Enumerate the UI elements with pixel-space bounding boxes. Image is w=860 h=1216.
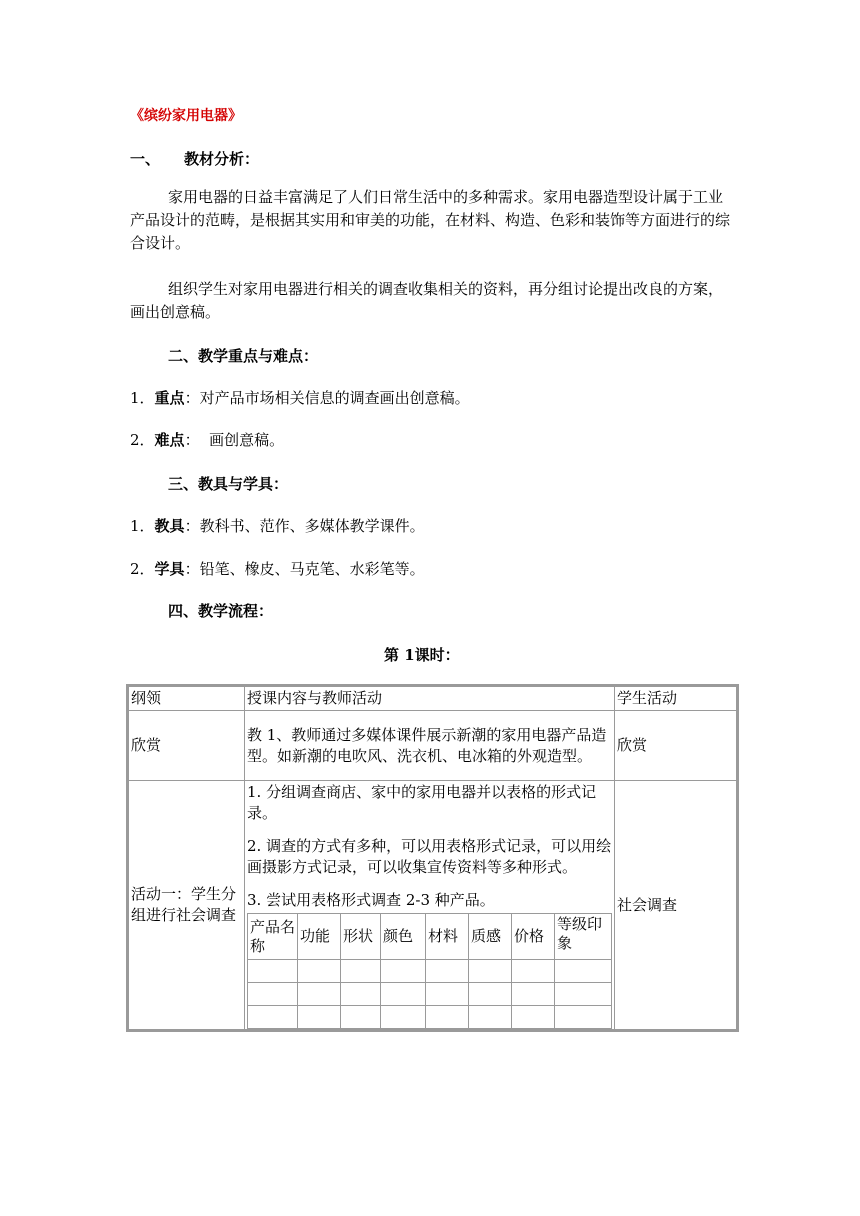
survey-header-cell: 形状 (341, 914, 381, 960)
section-4-heading: 四、教学流程： (168, 602, 274, 620)
paragraph-1: 家用电器的日益丰富满足了人们日常生活中的多种需求。家用电器造型设计属于工业产品设计的范畴，是根据其实用和审美的功能，在材料、构造、色彩和装饰等方面进行的综合设计。 (130, 188, 731, 252)
section-3-heading: 三、教具与学具： (168, 475, 289, 493)
point-number: 1． (130, 389, 155, 407)
tool-label: 学具 (154, 560, 185, 578)
lesson-table (128, 686, 737, 1030)
section-1-number: 一、 (130, 150, 161, 168)
tool-number: 2． (130, 560, 155, 578)
header-cell: 授课内容与教师活动 (245, 687, 615, 711)
survey-header-cell: 功能 (298, 914, 341, 960)
survey-empty-row (248, 1006, 612, 1029)
tool-text: ：教科书、范作、多媒体教学课件。 (184, 517, 425, 535)
survey-table (247, 913, 612, 1029)
table-header-row (129, 687, 737, 711)
table-cell: 社会调查 (615, 781, 737, 1030)
survey-header-row (248, 914, 612, 960)
tool-number: 1． (130, 517, 155, 535)
point-label: 重点 (154, 389, 185, 407)
activity-item-3: 3. 尝试用表格形式调查 2-3 种产品。 (247, 891, 495, 909)
survey-header-cell: 价格 (512, 914, 555, 960)
lesson-table-wrapper (128, 686, 737, 1030)
survey-header-cell: 材料 (426, 914, 469, 960)
section-1-heading (130, 149, 259, 169)
point-number: 2． (130, 431, 155, 449)
table-cell: 教 1、教师通过多媒体课件展示新潮的家用电器产品造型。如新潮的电吹风、洗衣机、电冰箱的外观造型。 (245, 711, 615, 781)
survey-header-cell: 产品名称 (248, 914, 298, 960)
paragraph-2: 组织学生对家用电器进行相关的调查收集相关的资料，再分组讨论提出改良的方案，画出创意稿。 (130, 280, 724, 321)
table-cell: 活动一：学生分组进行社会调查 (129, 781, 245, 1030)
lesson-heading: 第 1课时： (384, 646, 460, 664)
section-2-heading: 二、教学重点与难点： (168, 347, 319, 365)
point-text: ： 画创意稿。 (184, 431, 285, 449)
document-title: 《缤纷家用电器》 (130, 108, 242, 124)
activity-item-1: 1. 分组调查商店、家中的家用电器并以表格的形式记录。 (247, 783, 597, 822)
tool-item-2 (130, 559, 425, 579)
section-1-title: 教材分析： (184, 150, 260, 168)
tool-item-1 (130, 516, 425, 536)
table-cell (245, 781, 615, 1030)
table-row (129, 711, 737, 781)
header-cell: 纲领 (129, 687, 245, 711)
point-item-2 (130, 430, 284, 450)
point-label: 难点 (154, 431, 185, 449)
point-text: ：对产品市场相关信息的调查画出创意稿。 (184, 389, 470, 407)
table-row (129, 781, 737, 1030)
point-item-1 (130, 388, 470, 408)
tool-label: 教具 (154, 517, 185, 535)
activity-item-2: 2. 调查的方式有多种，可以用表格形式记录，可以用绘画摄影方式记录，可以收集宣传资料等多种形式。 (247, 837, 612, 876)
table-cell: 欣赏 (615, 711, 737, 781)
table-cell: 欣赏 (129, 711, 245, 781)
survey-empty-row (248, 983, 612, 1006)
survey-header-cell: 质感 (469, 914, 512, 960)
tool-text: ：铅笔、橡皮、马克笔、水彩笔等。 (184, 560, 425, 578)
survey-header-cell: 颜色 (381, 914, 426, 960)
survey-header-cell: 等级印象 (555, 914, 612, 960)
survey-empty-row (248, 960, 612, 983)
header-cell: 学生活动 (615, 687, 737, 711)
